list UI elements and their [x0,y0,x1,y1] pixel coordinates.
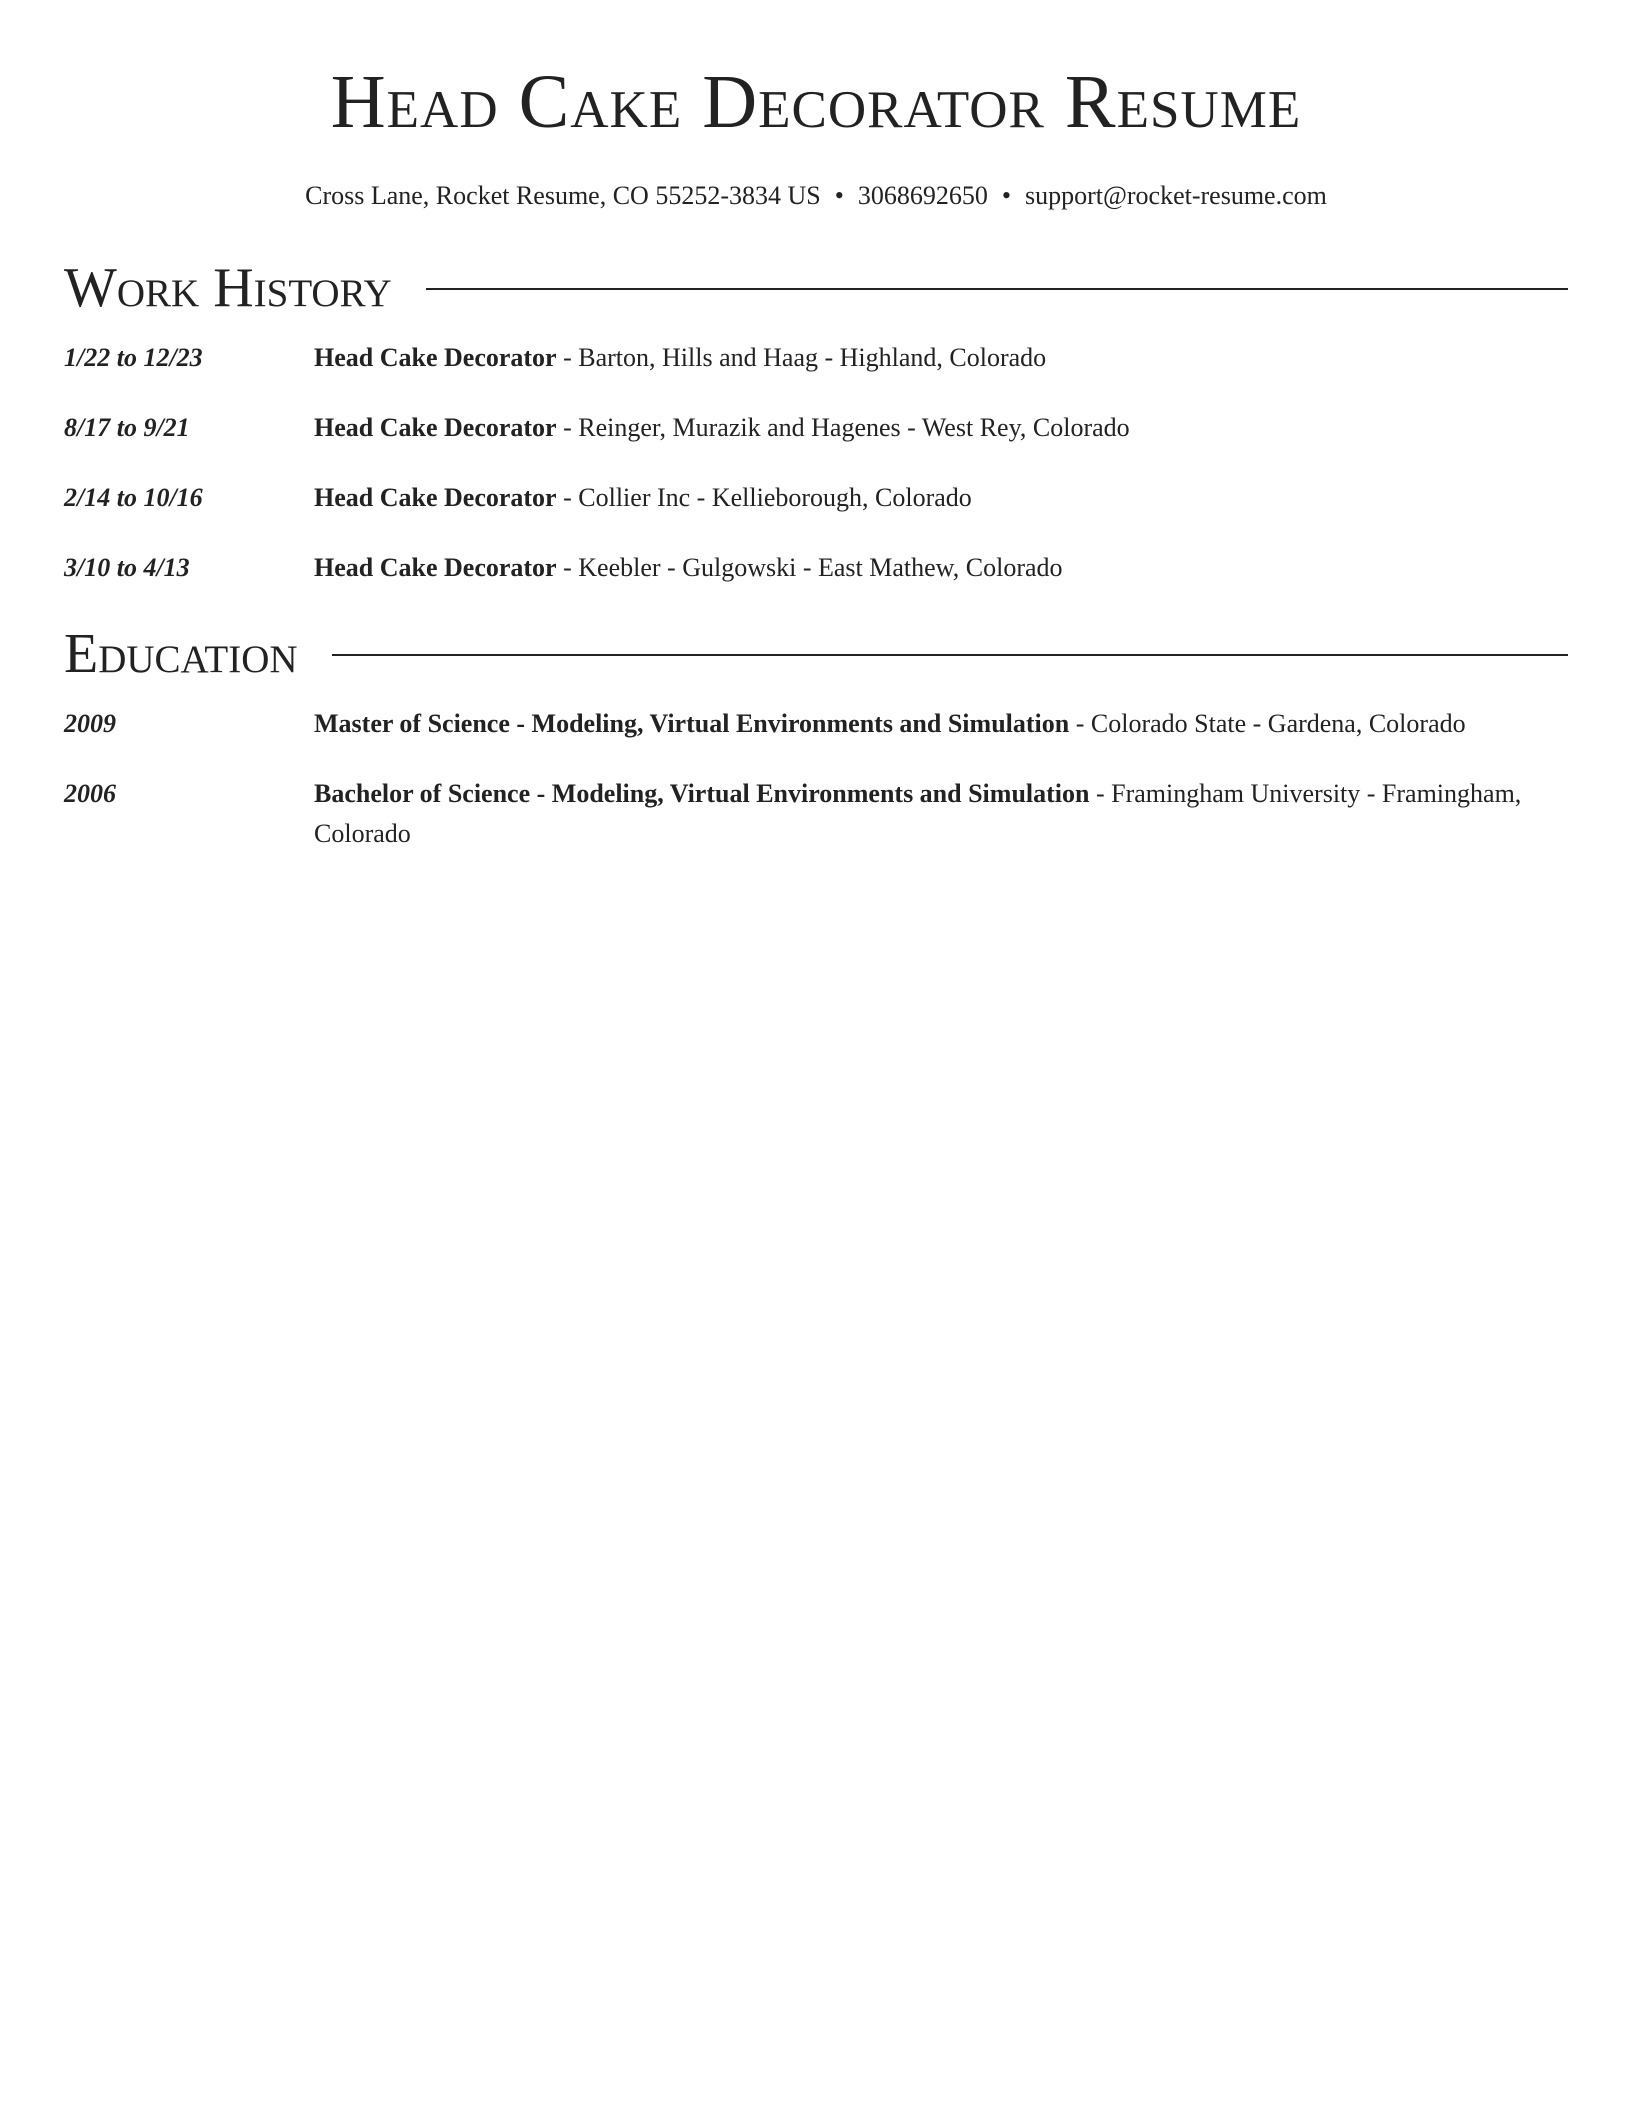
work-history-header [64,256,1568,320]
work-entry-role: Head Cake Decorator [314,483,557,512]
work-entry-description [314,478,1568,518]
work-entry-date: 3/10 to 4/13 [64,553,190,582]
section-divider [332,654,1568,656]
education-entry-details: - Framingham University - Framingham, Colorado [314,779,1522,848]
work-entry-role: Head Cake Decorator [314,343,557,372]
work-entry-description [314,548,1568,588]
work-entry [64,408,1568,448]
education-entry [64,774,1568,854]
contact-separator: • [1001,181,1011,210]
work-entry-details: - Keebler - Gulgowski - East Mathew, Colorado [556,553,1063,582]
contact-email: support@rocket-resume.com [1024,181,1327,210]
work-entry-role: Head Cake Decorator [314,553,557,582]
work-entry-date: 1/22 to 12/23 [64,343,203,372]
work-entry-details: - Reinger, Murazik and Hagenes - West Rey, Colorado [556,413,1130,442]
contact-separator: • [834,181,844,210]
education-header [64,622,1568,686]
work-entry-date: 8/17 to 9/21 [64,413,190,442]
work-history-heading: Work History [64,257,392,319]
work-entry-details: - Barton, Hills and Haag - Highland, Colorado [556,343,1047,372]
work-history-section [64,256,1568,588]
work-entry [64,338,1568,378]
section-divider [426,288,1568,290]
education-entry-description [314,774,1568,854]
work-entry-description [314,338,1568,378]
education-entry-date: 2006 [64,779,116,808]
education-entry-date: 2009 [64,709,116,738]
work-entry-details: - Collier Inc - Kellieborough, Colorado [556,483,972,512]
education-entry-details: - Colorado State - Gardena, Colorado [1069,709,1466,738]
education-heading: Education [64,623,298,685]
resume-title: Head Cake Decorator Resume [330,60,1302,144]
education-section [64,622,1568,854]
work-entry [64,478,1568,518]
work-entry [64,548,1568,588]
education-entry-degree: Bachelor of Science - Modeling, Virtual Environments and Simulation [314,779,1090,808]
contact-line [64,180,1568,212]
work-history-list [64,338,1568,588]
education-entry-degree: Master of Science - Modeling, Virtual Environments and Simulation [314,709,1070,738]
education-entry-description [314,704,1568,744]
work-entry-description [314,408,1568,448]
education-list [64,704,1568,854]
contact-address: Cross Lane, Rocket Resume, CO 55252-3834 US [305,181,821,210]
education-entry [64,704,1568,744]
work-entry-role: Head Cake Decorator [314,413,557,442]
contact-phone: 3068692650 [857,181,988,210]
work-entry-date: 2/14 to 10/16 [64,483,203,512]
